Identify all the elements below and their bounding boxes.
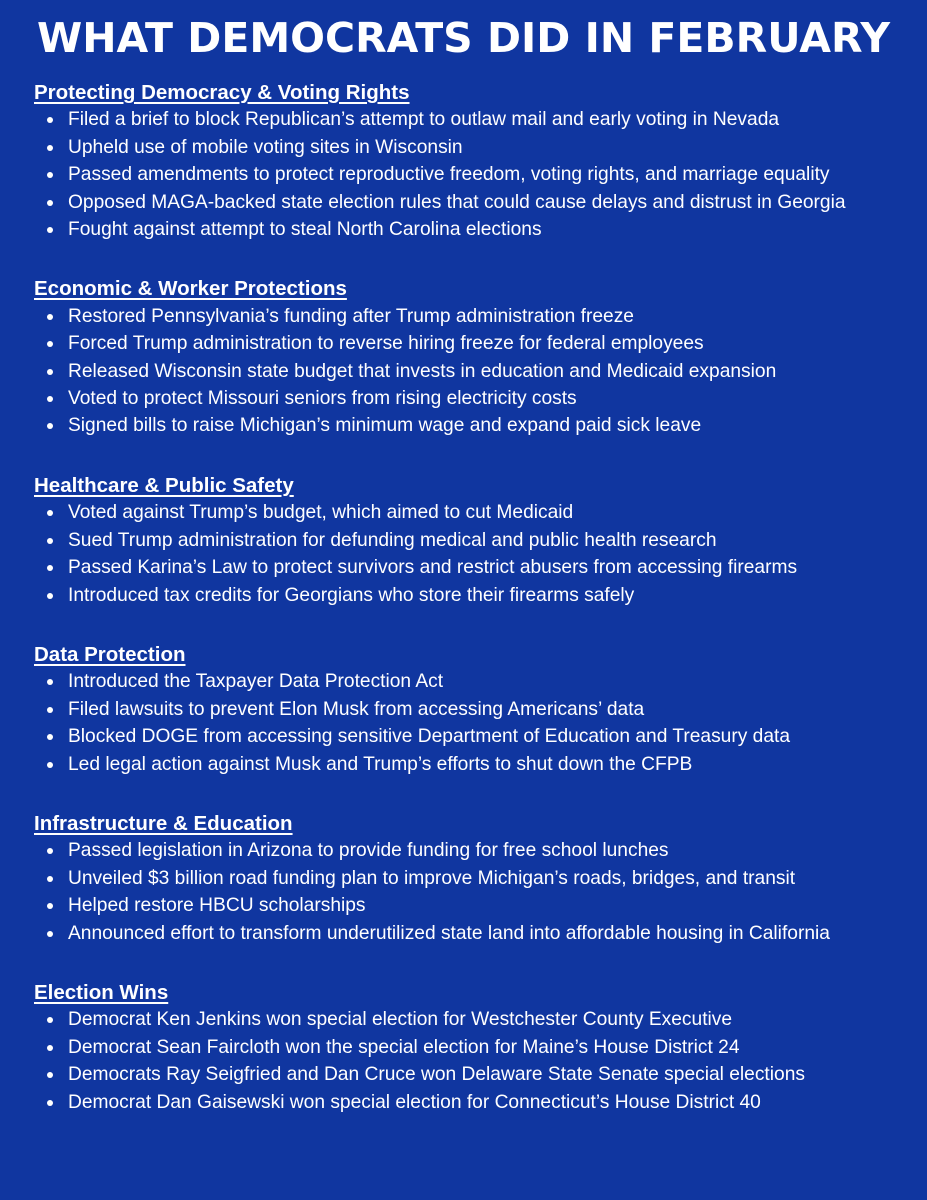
list-item: Signed bills to raise Michigan’s minimum wage and expand paid sick leave — [34, 412, 914, 439]
list-item: Forced Trump administration to reverse hiring freeze for federal employees — [34, 330, 914, 357]
list-item: Upheld use of mobile voting sites in Wisconsin — [34, 134, 914, 161]
list-item: Fought against attempt to steal North Carolina elections — [34, 216, 914, 243]
section-healthcare-public-safety — [34, 472, 914, 609]
bullet-list — [34, 668, 914, 778]
list-item: Introduced the Taxpayer Data Protection Act — [34, 668, 914, 695]
bullet-list — [34, 499, 914, 609]
bullet-list — [34, 106, 914, 243]
section-data-protection — [34, 641, 914, 778]
bullet-list — [34, 303, 914, 440]
list-item: Filed lawsuits to prevent Elon Musk from accessing Americans’ data — [34, 696, 914, 723]
list-item: Opposed MAGA-backed state election rules that could cause delays and distrust in Georgia — [34, 189, 914, 216]
list-item: Passed amendments to protect reproductive freedom, voting rights, and marriage equality — [34, 161, 914, 188]
section-heading: Protecting Democracy & Voting Rights — [34, 81, 410, 104]
section-heading: Healthcare & Public Safety — [34, 473, 294, 497]
bullet-list — [34, 837, 914, 947]
list-item: Sued Trump administration for defunding medical and public health research — [34, 527, 914, 554]
list-item: Democrat Ken Jenkins won special election for Westchester County Executive — [34, 1006, 914, 1033]
list-item: Passed legislation in Arizona to provide funding for free school lunches — [34, 837, 914, 864]
section-economic-worker-protections — [34, 275, 914, 439]
list-item: Voted to protect Missouri seniors from rising electricity costs — [34, 385, 914, 412]
section-election-wins — [34, 979, 914, 1116]
list-item: Democrat Sean Faircloth won the special election for Maine’s House District 24 — [34, 1034, 914, 1061]
section-heading: Infrastructure & Education — [34, 811, 293, 835]
list-item: Voted against Trump’s budget, which aimed to cut Medicaid — [34, 499, 914, 526]
section-democracy-voting-rights — [34, 79, 914, 243]
list-item: Restored Pennsylvania’s funding after Trump administration freeze — [34, 303, 914, 330]
bullet-list — [34, 1006, 914, 1116]
list-item: Democrat Dan Gaisewski won special election for Connecticut’s House District 40 — [34, 1089, 914, 1116]
list-item: Unveiled $3 billion road funding plan to improve Michigan’s roads, bridges, and transit — [34, 865, 914, 892]
list-item: Passed Karina’s Law to protect survivors and restrict abusers from accessing firearms — [34, 554, 914, 581]
document-body — [34, 79, 914, 1148]
list-item: Filed a brief to block Republican’s attempt to outlaw mail and early voting in Nevada — [34, 106, 914, 133]
list-item: Democrats Ray Seigfried and Dan Cruce won Delaware State Senate special elections — [34, 1061, 914, 1088]
list-item: Released Wisconsin state budget that invests in education and Medicaid expansion — [34, 358, 914, 385]
section-infrastructure-education — [34, 810, 914, 947]
page-title: WHAT DEMOCRATS DID IN FEBRUARY — [36, 14, 891, 62]
section-heading: Economic & Worker Protections — [34, 277, 347, 301]
list-item: Helped restore HBCU scholarships — [34, 892, 914, 919]
list-item: Announced effort to transform underutilized state land into affordable housing in California — [34, 920, 914, 947]
list-item: Blocked DOGE from accessing sensitive Department of Education and Treasury data — [34, 723, 914, 750]
list-item: Introduced tax credits for Georgians who store their firearms safely — [34, 582, 914, 609]
list-item: Led legal action against Musk and Trump’s efforts to shut down the CFPB — [34, 751, 914, 778]
section-heading: Data Protection — [34, 642, 186, 666]
section-heading: Election Wins — [34, 980, 169, 1004]
